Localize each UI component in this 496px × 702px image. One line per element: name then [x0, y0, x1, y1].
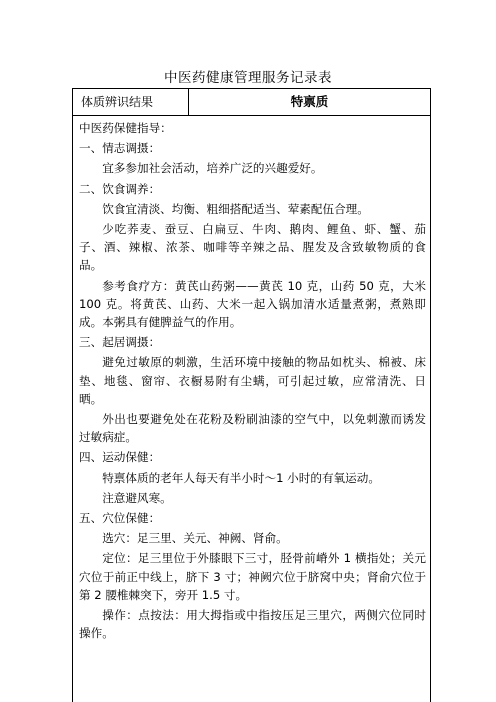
section-acupoint-select: 选穴：足三里、关元、神阙、肾俞。	[102, 531, 288, 546]
constitution-value: 特禀质	[290, 94, 329, 109]
section-exercise-text-1: 特禀体质的老年人每天有半小时～1 小时的有氧运动。	[102, 470, 380, 485]
section-acupoint-operation: 操作：点按法：用大拇指或中指按压足三里穴，两侧穴位同时操作。	[79, 608, 426, 641]
constitution-label: 体质辨识结果	[73, 89, 189, 115]
section-living-text-2: 外出也要避免处在花粉及粉刷油漆的空气中，以免刺激而诱发过敏病症。	[79, 412, 426, 445]
section-emotion-title: 一、情志调摄：	[79, 141, 161, 156]
section-living-title: 三、起居调摄：	[79, 335, 161, 350]
guidance-cell	[73, 116, 430, 644]
section-diet-recipe: 参考食疗方：黄芪山药粥——黄芪 10 克，山药 50 克，大米 100 克。将黄芪、山药、大米一起入锅加清水适量煮粥，煮熟即成。本粥具有健脾益气的作用。	[79, 278, 426, 330]
section-living-text-1: 避免过敏原的刺激，生活环境中接触的物品如枕头、棉被、床垫、地毯、窗帘、衣橱易附有尘螨，可引起过敏，应常清洗、日晒。	[79, 355, 426, 406]
section-exercise-text-2: 注意避风寒。	[102, 490, 172, 505]
section-acupoint-location: 定位：足三里位于外膝眼下三寸，胫骨前嵴外 1 横指处；关元穴位于前正中线上，脐下 3 寸；神阙穴位于脐窝中央；肾俞穴位于第 2 腰椎棘突下，旁开 1.5 寸。	[79, 551, 426, 602]
section-diet-title: 二、饮食调养：	[79, 181, 161, 196]
guidance-heading: 中医药保健指导：	[79, 121, 172, 135]
record-table	[72, 88, 431, 702]
constitution-row	[73, 89, 430, 116]
section-diet-text-2: 少吃荞麦、蚕豆、白扁豆、牛肉、鹅肉、鲤鱼、虾、蟹、茄子、酒、辣椒、浓茶、咖啡等辛辣之品、腥发及含致敏物质的食品。	[79, 222, 426, 273]
section-exercise-title: 四、运动保健：	[79, 450, 161, 465]
section-diet-text-1: 饮食宜清淡、均衡、粗细搭配适当、荤素配伍合理。	[102, 201, 369, 216]
page-title: 中医药健康管理服务记录表	[164, 70, 332, 86]
section-emotion-text: 宜多参加社会活动，培养广泛的兴趣爱好。	[102, 161, 323, 176]
section-acupoint-title: 五、穴位保健：	[79, 511, 161, 526]
